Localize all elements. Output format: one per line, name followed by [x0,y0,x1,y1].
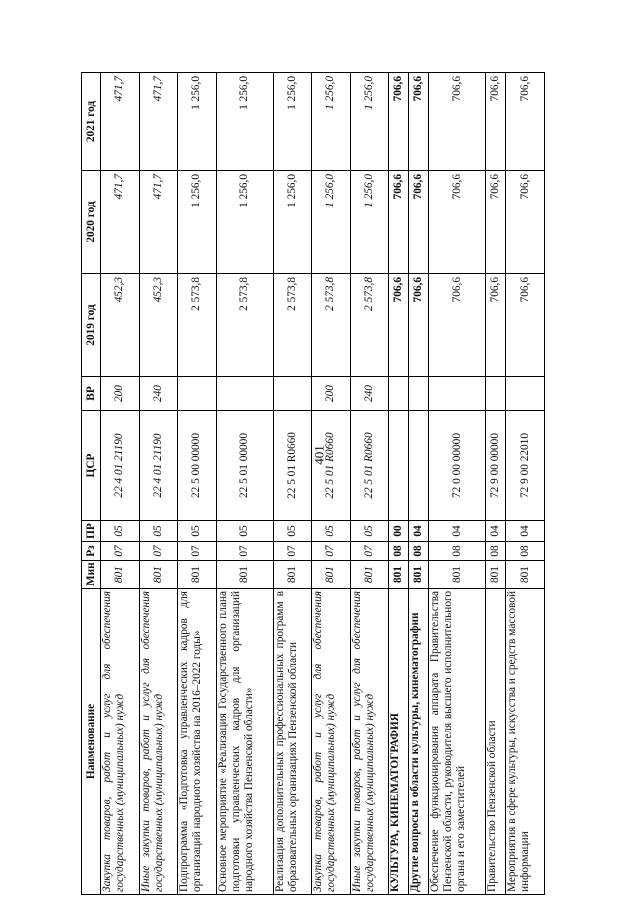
rz-cell: 07 [350,542,389,561]
vr-cell: 200 [101,377,140,411]
csr-cell: 72 9 00 22010 [506,411,545,521]
rz-cell: 08 [486,542,506,561]
value-2020-cell: 1 256,0 [350,171,389,274]
vr-cell [429,377,486,411]
csr-cell: 22 4 01 21190 [101,411,140,521]
value-2021-cell: 471,7 [139,73,178,171]
pr-cell: 04 [409,521,429,542]
pr-cell: 00 [389,521,409,542]
value-2020-cell: 1 256,0 [178,171,217,274]
value-2019-cell: 2 573,8 [350,274,389,377]
min-cell: 801 [429,561,486,589]
name-cell: Правительство Пензенской области [486,589,506,895]
page-number: 401 [311,445,327,465]
table-row [506,73,545,895]
pr-cell: 05 [216,521,273,542]
table-row [389,73,409,895]
col-vr-header: ВР [82,377,101,411]
min-cell: 801 [389,561,409,589]
csr-cell [409,411,429,521]
value-2020-cell: 706,6 [486,171,506,274]
rz-cell: 07 [312,542,351,561]
col-2019-header: 2019 год [82,274,101,377]
value-2021-cell: 1 256,0 [178,73,217,171]
table-row [429,73,486,895]
vr-cell [389,377,409,411]
value-2020-cell: 1 256,0 [216,171,273,274]
min-cell: 801 [101,561,140,589]
table-row [101,73,140,895]
min-cell: 801 [506,561,545,589]
name-cell: Обеспечение функционирования аппарата Правительства Пензенской области, руководителя высшего исполнительного органа и его заместителей [429,589,486,895]
vr-cell [273,377,312,411]
csr-cell: 22 4 01 21190 [139,411,178,521]
value-2019-cell: 2 573,8 [312,274,351,377]
vr-cell [409,377,429,411]
col-csr-header: ЦСР [82,411,101,521]
table-row [312,73,351,895]
rz-cell: 08 [429,542,486,561]
name-cell: КУЛЬТУРА, КИНЕМАТОГРАФИЯ [389,589,409,895]
value-2019-cell: 452,3 [139,274,178,377]
value-2020-cell: 471,7 [101,171,140,274]
min-cell: 801 [216,561,273,589]
value-2019-cell: 2 573,8 [178,274,217,377]
value-2020-cell: 706,6 [409,171,429,274]
csr-cell: 22 5 01 00000 [216,411,273,521]
budget-table [81,72,545,895]
rz-cell: 07 [101,542,140,561]
value-2021-cell: 1 256,0 [273,73,312,171]
value-2020-cell: 1 256,0 [312,171,351,274]
vr-cell [216,377,273,411]
name-cell: Иные закупки товаров, работ и услуг для обеспечения государственных (муниципальных) нужд [139,589,178,895]
csr-cell: 22 5 01 R0660 [273,411,312,521]
col-2021-header: 2021 год [82,73,101,171]
value-2021-cell: 706,6 [486,73,506,171]
rz-cell: 07 [273,542,312,561]
rz-cell: 08 [389,542,409,561]
pr-cell: 05 [312,521,351,542]
table-row [216,73,273,895]
name-cell: Подпрограмма «Подготовка управленческих кадров для организаций народного хозяйства на 2016–2022 годы» [178,589,217,895]
vr-cell [178,377,217,411]
name-cell: Закупка товаров, работ и услуг для обеспечения государственных (муниципальных) нужд [312,589,351,895]
vr-cell [486,377,506,411]
vr-cell: 240 [350,377,389,411]
table-header-row [82,73,101,895]
value-2019-cell: 706,6 [429,274,486,377]
value-2019-cell: 2 573,8 [216,274,273,377]
csr-cell: 22 5 00 00000 [178,411,217,521]
min-cell: 801 [178,561,217,589]
pr-cell: 05 [139,521,178,542]
name-cell: Мероприятия в сфере культуры, искусства и средств массовой информации [506,589,545,895]
value-2020-cell: 1 256,0 [273,171,312,274]
value-2019-cell: 706,6 [409,274,429,377]
col-name-header: Наименование [82,589,101,895]
table-body [101,73,545,895]
rz-cell: 08 [506,542,545,561]
name-cell: Реализация дополнительных профессиональных программ в образовательных организациях Пензенской области [273,589,312,895]
value-2019-cell: 2 573,8 [273,274,312,377]
rz-cell: 07 [139,542,178,561]
pr-cell: 05 [350,521,389,542]
vr-cell: 200 [312,377,351,411]
col-min-header: Мин [82,561,101,589]
pr-cell: 04 [429,521,486,542]
table-row [486,73,506,895]
pr-cell: 05 [273,521,312,542]
name-cell: Иные закупки товаров, работ и услуг для обеспечения государственных (муниципальных) нужд [350,589,389,895]
value-2021-cell: 1 256,0 [216,73,273,171]
name-cell: Другие вопросы в области культуры, кинематографии [409,589,429,895]
value-2021-cell: 706,6 [429,73,486,171]
col-2020-header: 2020 год [82,171,101,274]
value-2021-cell: 706,6 [409,73,429,171]
value-2021-cell: 1 256,0 [350,73,389,171]
value-2020-cell: 706,6 [429,171,486,274]
rz-cell: 07 [216,542,273,561]
value-2019-cell: 706,6 [486,274,506,377]
min-cell: 801 [139,561,178,589]
rz-cell: 07 [178,542,217,561]
min-cell: 801 [350,561,389,589]
min-cell: 801 [273,561,312,589]
col-pr-header: ПР [82,521,101,542]
value-2020-cell: 706,6 [506,171,545,274]
csr-cell: 22 5 01 R0660 [350,411,389,521]
value-2020-cell: 471,7 [139,171,178,274]
min-cell: 801 [486,561,506,589]
pr-cell: 04 [506,521,545,542]
budget-table-rotated [81,73,545,895]
value-2021-cell: 1 256,0 [312,73,351,171]
csr-cell: 22 5 01 R0660 [312,411,351,521]
table-row [273,73,312,895]
min-cell: 801 [409,561,429,589]
value-2021-cell: 706,6 [389,73,409,171]
name-cell: Основное мероприятие «Реализация Государственного плана подготовки управленческих кадров для организаций народного хозяйства Пензенской области» [216,589,273,895]
table-row [409,73,429,895]
vr-cell: 240 [139,377,178,411]
pr-cell: 05 [101,521,140,542]
value-2021-cell: 471,7 [101,73,140,171]
csr-cell: 72 9 00 00000 [486,411,506,521]
value-2019-cell: 706,6 [506,274,545,377]
name-cell: Закупка товаров, работ и услуг для обеспечения государственных (муниципальных) нужд [101,589,140,895]
value-2019-cell: 452,3 [101,274,140,377]
csr-cell [389,411,409,521]
value-2019-cell: 706,6 [389,274,409,377]
table-row [178,73,217,895]
table-row [350,73,389,895]
table-row [139,73,178,895]
csr-cell: 72 0 00 00000 [429,411,486,521]
value-2021-cell: 706,6 [506,73,545,171]
rz-cell: 08 [409,542,429,561]
pr-cell: 04 [486,521,506,542]
vr-cell [506,377,545,411]
min-cell: 801 [312,561,351,589]
value-2020-cell: 706,6 [389,171,409,274]
col-rz-header: Рз [82,542,101,561]
pr-cell: 05 [178,521,217,542]
